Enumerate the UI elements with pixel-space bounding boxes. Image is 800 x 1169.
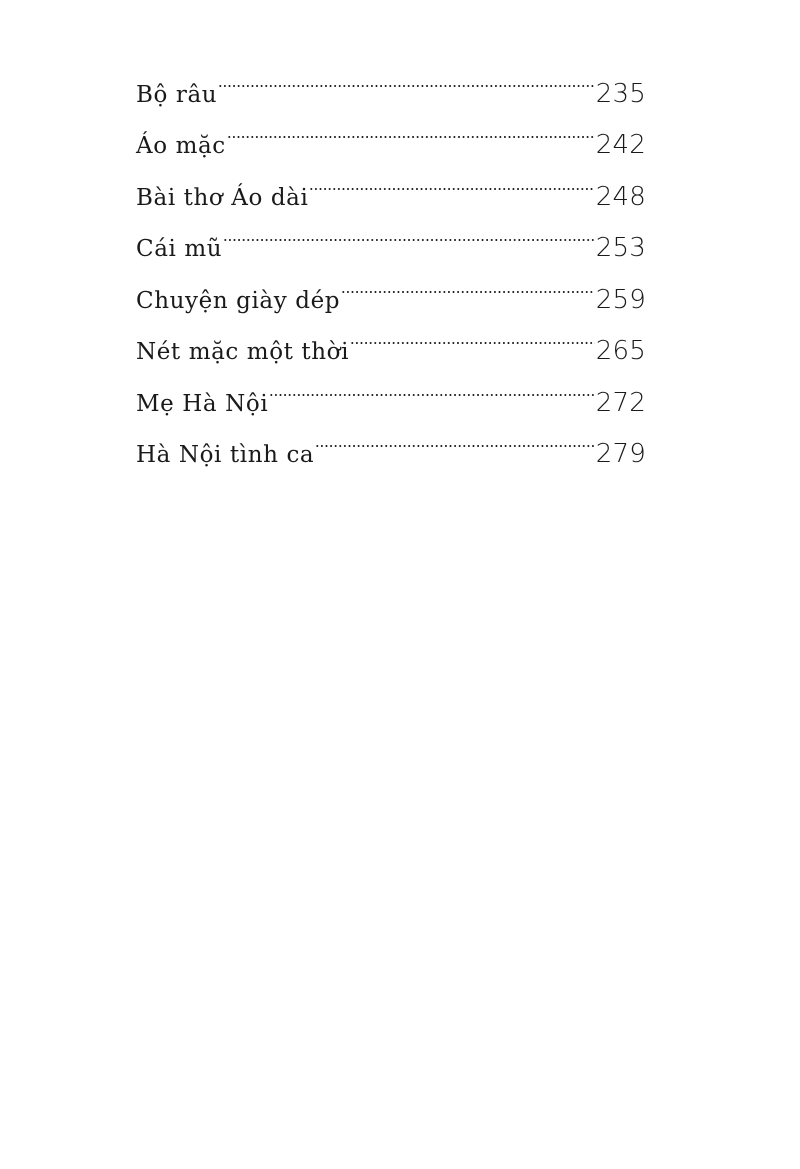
dot-leader: [227, 102, 595, 154]
toc-entry-page-number: 279: [595, 439, 646, 469]
toc-entry-page-number: 253: [595, 233, 646, 263]
table-of-contents: [136, 50, 646, 469]
dot-leader: [223, 205, 595, 257]
dot-leader: [315, 411, 595, 463]
toc-entry-title: Bài thơ Áo dài: [136, 184, 309, 211]
toc-entry-page-number: 265: [595, 336, 646, 366]
toc-entry-title: Hà Nội tình ca: [136, 442, 315, 468]
dot-leader: [309, 153, 594, 205]
toc-entry-title: Áo mặc: [136, 133, 226, 159]
dot-leader: [350, 308, 595, 360]
dot-leader: [341, 256, 595, 308]
toc-entry-page-number: 272: [595, 387, 646, 418]
toc-entry: [136, 50, 646, 109]
toc-entry-title: Chuyện giày dép: [136, 287, 341, 314]
toc-entry-title: Cái mũ: [136, 236, 223, 262]
toc-entry-title: Nét mặc một thời: [136, 339, 350, 365]
toc-entry-page-number: 242: [595, 130, 646, 160]
toc-entry-page-number: 259: [595, 284, 646, 315]
toc-entry-title: Mẹ Hà Nội: [136, 390, 269, 417]
dot-leader: [218, 50, 595, 102]
toc-entry-page-number: 235: [595, 78, 646, 109]
toc-entry-title: Bộ râu: [136, 81, 218, 108]
toc-entry-page-number: 248: [595, 181, 646, 212]
dot-leader: [269, 359, 594, 411]
